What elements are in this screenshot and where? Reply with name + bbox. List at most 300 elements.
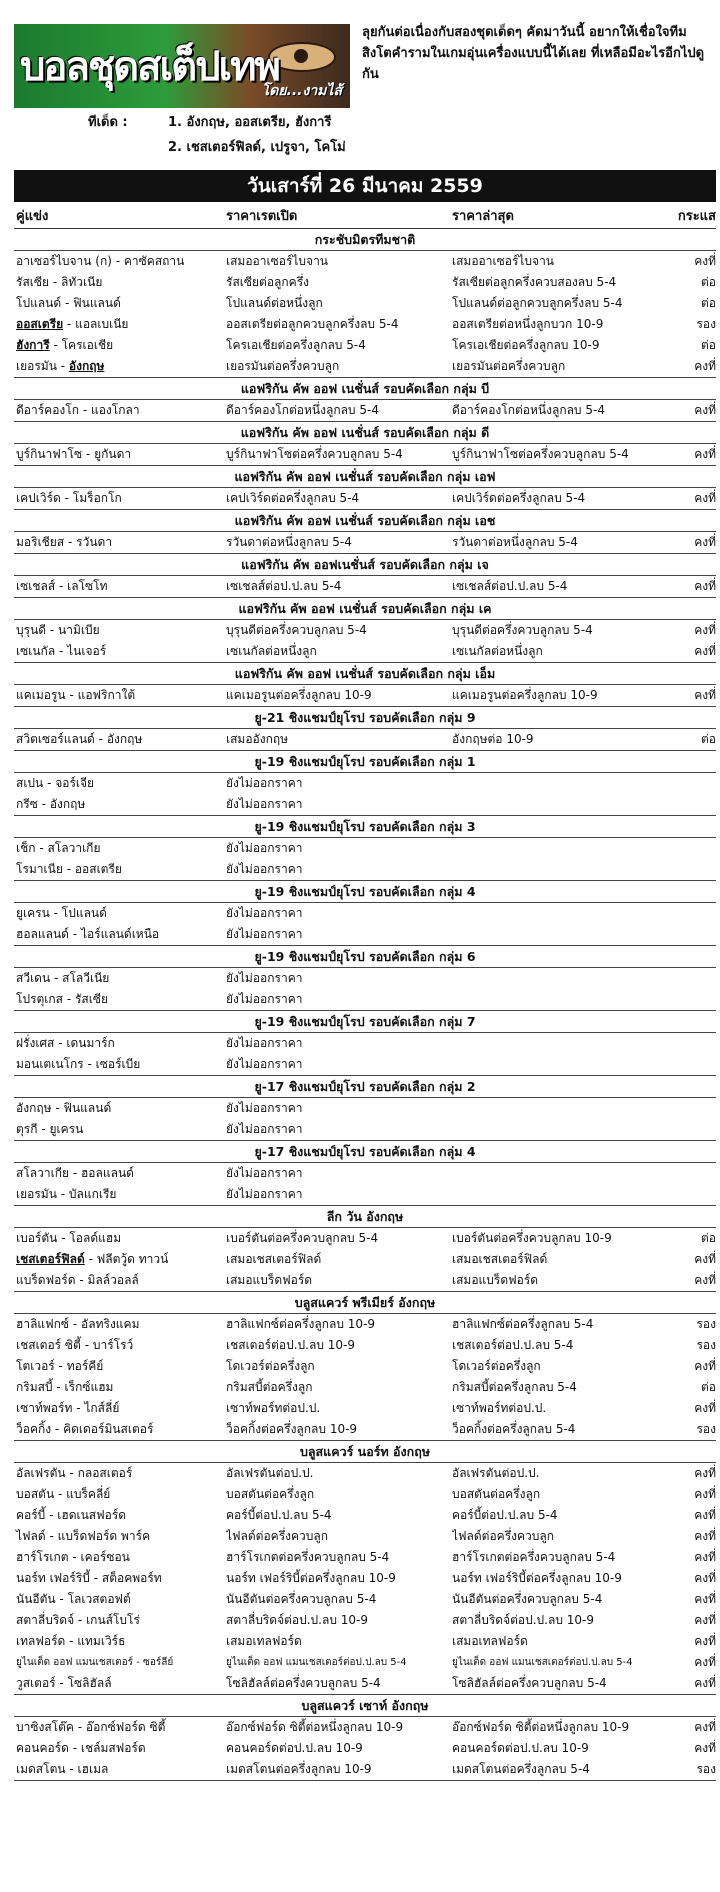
matchup-cell bbox=[14, 1033, 226, 1054]
trend: คงที่ bbox=[694, 447, 716, 461]
away-team: อังกฤษ bbox=[49, 797, 86, 811]
latest-odds: คอนคอร์ดต่อป.ป.ลบ 10-9 bbox=[452, 1741, 589, 1755]
latest-odds: เบอร์ตันต่อครึ่งควบลูกลบ 10-9 bbox=[452, 1231, 612, 1245]
table-row bbox=[14, 641, 716, 663]
section-title: แอฟริกัน คัพ ออฟ เนชั่นส์ รอบคัดเลือก กลุ่ม บี bbox=[14, 378, 716, 400]
away-team: จอร์เจีย bbox=[55, 776, 95, 790]
matchup-cell bbox=[14, 1228, 226, 1249]
opening-odds: ยังไม่ออกราคา bbox=[226, 1166, 303, 1180]
team-separator: - bbox=[69, 1166, 81, 1180]
home-team: คอนคอร์ด bbox=[16, 1741, 69, 1755]
trend: คงที่ bbox=[694, 1401, 716, 1415]
latest-odds: ฮาลิแฟกซ์ต่อครึ่งลูกลบ 5-4 bbox=[452, 1317, 594, 1331]
opening-odds: อัลเฟรตันต่อป.ป. bbox=[226, 1466, 314, 1480]
away-team: คิดเดอร์มินสเตอร์ bbox=[63, 1422, 154, 1436]
away-team: ยูกันดา bbox=[94, 447, 132, 461]
opening-odds: โดเวอร์ต่อครึ่งลูก bbox=[226, 1359, 315, 1373]
team-separator: - bbox=[68, 927, 81, 941]
home-team: โตเวอร์ bbox=[16, 1359, 55, 1373]
latest-odds: คอร์บี้ต่อป.ป.ลบ 5-4 bbox=[452, 1508, 558, 1522]
opening-odds: โซลิฮัลล์ต่อครึ่งควบลูกลบ 5-4 bbox=[226, 1676, 381, 1690]
table-row bbox=[14, 532, 716, 554]
trend: คงที่ bbox=[694, 1613, 716, 1627]
table-row bbox=[14, 1652, 716, 1673]
home-team: เซาท์พอร์ท bbox=[16, 1401, 73, 1415]
trend bbox=[668, 838, 716, 859]
opening-odds: เชสเตอร์ต่อป.ป.ลบ 10-9 bbox=[226, 1338, 355, 1352]
latest-odds: แคเมอรูนต่อครึ่งลูกลบ 10-9 bbox=[452, 688, 598, 702]
home-team: บาซิงสโต๊ค bbox=[16, 1720, 74, 1734]
table-row bbox=[14, 1377, 716, 1398]
latest-odds: เสมอเทลฟอร์ด bbox=[452, 1634, 528, 1648]
team-separator: - bbox=[68, 1550, 81, 1564]
section-title: ยู-19 ชิงแชมป์ยุโรป รอบคัดเลือก กลุ่ม 1 bbox=[14, 751, 716, 773]
home-team: อัลเฟรตัน bbox=[16, 1466, 66, 1480]
matchup-cell bbox=[14, 1673, 226, 1694]
opening-odds: โครเอเชียต่อครึ่งลูกลบ 5-4 bbox=[226, 338, 366, 352]
away-team: เชล์มสฟอร์ด bbox=[80, 1741, 146, 1755]
section-title: แอฟริกัน คัพ ออฟ เนชั่นส์ รอบคัดเลือก กลุ่ม เอช bbox=[14, 510, 716, 532]
matchup-cell bbox=[14, 1098, 226, 1119]
table-row bbox=[14, 1098, 716, 1119]
team-separator: - bbox=[65, 688, 78, 702]
trend bbox=[668, 794, 716, 815]
table-row bbox=[14, 1314, 716, 1335]
away-team: ฟินแลนด์ bbox=[73, 296, 121, 310]
opening-odds: เสมอแบร็ดฟอร์ด bbox=[226, 1273, 313, 1287]
team-separator: - bbox=[80, 1338, 93, 1352]
opening-odds: แคเมอรูนต่อครึ่งลูกลบ 10-9 bbox=[226, 688, 372, 702]
home-team: อาเซอร์ไบจาน (ก) bbox=[16, 254, 112, 268]
home-team: ฝรั่งเศส bbox=[16, 1036, 55, 1050]
table-row bbox=[14, 1335, 716, 1356]
home-team: ตุรกี bbox=[16, 1122, 38, 1136]
latest-odds: รวันดาต่อหนึ่งลูกลบ 5-4 bbox=[452, 535, 578, 549]
opening-odds: ยังไม่ออกราคา bbox=[226, 971, 303, 985]
table-row bbox=[14, 1163, 716, 1184]
latest-odds bbox=[452, 1184, 668, 1205]
team-separator: - bbox=[35, 841, 48, 855]
matchup-cell bbox=[14, 1270, 226, 1291]
section-title: ยู-19 ชิงแชมป์ยุโรป รอบคัดเลือก กลุ่ม 7 bbox=[14, 1011, 716, 1033]
team-separator: - bbox=[63, 317, 76, 331]
latest-odds: เสมอแบร็ดฟอร์ด bbox=[452, 1273, 539, 1287]
table-row bbox=[14, 794, 716, 816]
opening-odds: ฮาลิแฟกซ์ต่อครึ่งลูกลบ 10-9 bbox=[226, 1317, 376, 1331]
away-team: สโลวาเกีย bbox=[47, 841, 101, 855]
section-title: บลูสแควร์ นอร์ท อังกฤษ bbox=[14, 1441, 716, 1463]
team-separator: - bbox=[49, 275, 62, 289]
trend: รอง bbox=[696, 317, 716, 331]
section-title: ยู-17 ชิงแชมป์ยุโรป รอบคัดเลือก กลุ่ม 4 bbox=[14, 1141, 716, 1163]
column-logo bbox=[14, 24, 350, 108]
trend bbox=[668, 903, 716, 924]
matchup-cell bbox=[14, 1419, 226, 1440]
team-separator: - bbox=[57, 1231, 70, 1245]
opening-odds: รวันดาต่อหนึ่งลูกลบ 5-4 bbox=[226, 535, 352, 549]
away-team: แบร็ดฟอร์ด พาร์ค bbox=[57, 1529, 151, 1543]
trend: รอง bbox=[696, 1762, 716, 1776]
away-team: แองโกลา bbox=[90, 403, 140, 417]
away-team: ไกส์ลี่ย์ bbox=[84, 1401, 120, 1415]
home-team: บูร์กินาฟาโซ bbox=[16, 447, 83, 461]
matchup-cell bbox=[14, 1568, 226, 1589]
team-separator: - bbox=[83, 1057, 96, 1071]
latest-odds: ยูไนเต็ด ออฟ แมนเชสเตอร์ต่อป.ป.ลบ 5-4 bbox=[452, 1657, 633, 1668]
opening-odds: เบอร์ตันต่อครึ่งควบลูกลบ 5-4 bbox=[226, 1231, 379, 1245]
home-team: เคปเวิร์ด bbox=[16, 491, 61, 505]
header bbox=[0, 0, 720, 170]
section-title: แอฟริกัน คัพ ออฟเนชั่นส์ รอบคัดเลือก กลุ่ม เจ bbox=[14, 554, 716, 576]
matchup-cell bbox=[14, 1610, 226, 1631]
home-team: สวีเดน bbox=[16, 971, 51, 985]
team-separator: - bbox=[75, 1273, 88, 1287]
away-team: โครเอเชีย bbox=[61, 338, 114, 352]
latest-odds: นอร์ท เฟอร์ริบี้ต่อครึ่งลูกลบ 10-9 bbox=[452, 1571, 622, 1585]
matchup-cell bbox=[14, 1759, 226, 1780]
away-team: แบร็คลี่ย์ bbox=[66, 1487, 111, 1501]
trend: ต่อ bbox=[701, 296, 716, 310]
opening-odds: บูร์กินาฟาโซต่อครึ่งควบลูกลบ 5-4 bbox=[226, 447, 403, 461]
table-row bbox=[14, 251, 716, 272]
trend: รอง bbox=[696, 1422, 716, 1436]
table-row bbox=[14, 1184, 716, 1206]
trend bbox=[668, 924, 716, 945]
team-separator: - bbox=[65, 1634, 78, 1648]
matchup-cell bbox=[14, 1163, 226, 1184]
header-trend: กระแส bbox=[677, 209, 716, 224]
section-title: ยู-17 ชิงแชมป์ยุโรป รอบคัดเลือก กลุ่ม 2 bbox=[14, 1076, 716, 1098]
team-separator: - bbox=[49, 906, 62, 920]
away-team: อัลทริงแคม bbox=[81, 1317, 140, 1331]
matchup-cell bbox=[14, 1335, 226, 1356]
latest-odds: เซาท์พอร์ทต่อป.ป. bbox=[452, 1401, 547, 1415]
matchup-cell bbox=[14, 400, 226, 421]
trend bbox=[668, 968, 716, 989]
away-team: รัสเซีย bbox=[74, 992, 109, 1006]
matchup-cell bbox=[14, 1589, 226, 1610]
home-team: ฮาลิแฟกซ์ bbox=[16, 1317, 70, 1331]
table-row bbox=[14, 1356, 716, 1377]
table-row bbox=[14, 1759, 716, 1781]
table-row bbox=[14, 685, 716, 707]
team-separator: - bbox=[72, 1401, 85, 1415]
team-separator: - bbox=[54, 1036, 67, 1050]
home-team: สเปน bbox=[16, 776, 44, 790]
latest-odds bbox=[452, 859, 668, 880]
team-separator: - bbox=[50, 971, 63, 985]
matchup-cell bbox=[14, 968, 226, 989]
date-banner: วันเสาร์ที่ 26 มีนาคม 2559 bbox=[14, 170, 716, 202]
latest-odds: ไฟลด์ต่อครึ่งควบลูก bbox=[452, 1529, 555, 1543]
table-row bbox=[14, 1589, 716, 1610]
trend: คงที่ bbox=[694, 1529, 716, 1543]
table-row bbox=[14, 335, 716, 356]
opening-odds: อ๊อกซ์ฟอร์ด ซิตี้ต่อหนึ่งลูกลบ 10-9 bbox=[226, 1720, 404, 1734]
latest-odds: เสมออาเซอร์ไบจาน bbox=[452, 254, 555, 268]
matchup-cell bbox=[14, 773, 226, 794]
opening-odds: คอร์บี้ต่อป.ป.ลบ 5-4 bbox=[226, 1508, 332, 1522]
table-row bbox=[14, 1463, 716, 1484]
team-separator: - bbox=[49, 338, 62, 352]
table-row bbox=[14, 1419, 716, 1441]
opening-odds: ฮาร์โรเกตต่อครึ่งควบลูกลบ 5-4 bbox=[226, 1550, 390, 1564]
team-separator: - bbox=[45, 1508, 58, 1522]
away-team: สโลวีเนีย bbox=[62, 971, 110, 985]
team-separator: - bbox=[133, 1657, 144, 1668]
section-title: บลูสแควร์ พรีเมียร์ อังกฤษ bbox=[14, 1292, 716, 1314]
trend: คงที่ bbox=[694, 1592, 716, 1606]
latest-odds: สตาลี่บริดจ์ต่อป.ป.ลบ 10-9 bbox=[452, 1613, 594, 1627]
trend: คงที่ bbox=[694, 1359, 716, 1373]
opening-odds: ยังไม่ออกราคา bbox=[226, 927, 303, 941]
matchup-cell bbox=[14, 1652, 226, 1673]
latest-odds bbox=[452, 989, 668, 1010]
table-row bbox=[14, 859, 716, 881]
latest-odds bbox=[452, 1119, 668, 1140]
home-team: อังกฤษ bbox=[16, 1101, 52, 1115]
away-team: ไอร์แลนด์เหนือ bbox=[80, 927, 160, 941]
latest-odds bbox=[452, 1163, 668, 1184]
away-team: เคอร์ซอน bbox=[80, 1550, 130, 1564]
matchup-cell bbox=[14, 532, 226, 553]
trend: คงที่ bbox=[694, 491, 716, 505]
trend: คงที่ bbox=[694, 1487, 716, 1501]
latest-odds: เคปเวิร์ดต่อครึ่งลูกลบ 5-4 bbox=[452, 491, 586, 505]
intro-text: ลุยกันต่อเนื่องกับสองชุดเด็ดๆ คัดมาวันนี้ อยากให้เชื่อใจทีมสิงโตคำรามในเกมอุ่นเครื่องแบบนี้ได้เลย ที่เหลือมีอะไรอีกไปดูกัน bbox=[362, 25, 705, 82]
matchup-cell bbox=[14, 1484, 226, 1505]
team-separator: - bbox=[60, 491, 73, 505]
home-team: เยอรมัน bbox=[16, 359, 57, 373]
home-team: เซเชลส์ bbox=[16, 579, 56, 593]
table-row bbox=[14, 924, 716, 946]
home-team: มอนเตเนโกร bbox=[16, 1057, 84, 1071]
trend: คงที่ bbox=[694, 1550, 716, 1564]
team-separator: - bbox=[84, 1252, 97, 1266]
table-row bbox=[14, 1398, 716, 1419]
opening-odds: ยังไม่ออกราคา bbox=[226, 797, 303, 811]
team-separator: - bbox=[111, 254, 124, 268]
away-team: ไนเจอร์ bbox=[67, 644, 107, 658]
opening-odds: ยังไม่ออกราคา bbox=[226, 776, 303, 790]
section-title: แอฟริกัน คัพ ออฟ เนชั่นส์ รอบคัดเลือก กลุ่ม เอ็ม bbox=[14, 663, 716, 685]
tip-set-1: 1. อังกฤษ, ออสเตรีย, ฮังการี bbox=[168, 115, 332, 130]
opening-odds: เสมออาเซอร์ไบจาน bbox=[226, 254, 329, 268]
table-row bbox=[14, 1119, 716, 1141]
latest-odds: อัลเฟรตันต่อป.ป. bbox=[452, 1466, 540, 1480]
home-team: รัสเซีย bbox=[16, 275, 50, 289]
table-row bbox=[14, 444, 716, 466]
latest-odds: บอสตันต่อครึ่งลูก bbox=[452, 1487, 541, 1501]
trend bbox=[668, 1184, 716, 1205]
table-row bbox=[14, 356, 716, 378]
matchup-cell bbox=[14, 1184, 226, 1205]
opening-odds: เซาท์พอร์ทต่อป.ป. bbox=[226, 1401, 321, 1415]
table-row bbox=[14, 1673, 716, 1695]
matchup-cell bbox=[14, 356, 226, 377]
home-team: เชสเตอร์ฟิลด์ bbox=[16, 1252, 85, 1266]
home-team: ออสเตรีย bbox=[16, 317, 64, 331]
matchup-cell bbox=[14, 1738, 226, 1759]
opening-odds: บอสตันต่อครึ่งลูก bbox=[226, 1487, 315, 1501]
away-team: แอลเบเนีย bbox=[75, 317, 129, 331]
table-row bbox=[14, 968, 716, 989]
home-team: สโลวาเกีย bbox=[16, 1166, 69, 1180]
latest-odds bbox=[452, 794, 668, 815]
opening-odds: ยังไม่ออกราคา bbox=[226, 1057, 303, 1071]
team-separator: - bbox=[63, 992, 75, 1006]
latest-odds bbox=[452, 1033, 668, 1054]
table-row bbox=[14, 1631, 716, 1652]
opening-odds: เสมอเทลฟอร์ด bbox=[226, 1634, 302, 1648]
team-separator: - bbox=[55, 1592, 68, 1606]
matchup-cell bbox=[14, 1505, 226, 1526]
table-row bbox=[14, 838, 716, 859]
trend: คงที่ bbox=[694, 1273, 716, 1287]
latest-odds: บุรุนดีต่อครึ่งควบลูกลบ 5-4 bbox=[452, 623, 593, 637]
matchup-cell bbox=[14, 1377, 226, 1398]
team-separator: - bbox=[37, 1122, 50, 1136]
opening-odds: ยังไม่ออกราคา bbox=[226, 1187, 303, 1201]
header-opening-odds: ราคาเรตเปิด bbox=[226, 209, 298, 224]
table-row bbox=[14, 576, 716, 598]
trend: รอง bbox=[696, 1317, 716, 1331]
trend: คงที่ bbox=[694, 1252, 716, 1266]
away-team: เซอร์เบีย bbox=[95, 1057, 141, 1071]
home-team: เมดสโตน bbox=[16, 1762, 66, 1776]
matchup-cell bbox=[14, 576, 226, 597]
matchup-cell bbox=[14, 1526, 226, 1547]
trend: คงที่ bbox=[694, 1655, 716, 1669]
section-title: ยู-19 ชิงแชมป์ยุโรป รอบคัดเลือก กลุ่ม 3 bbox=[14, 816, 716, 838]
opening-odds: ยังไม่ออกราคา bbox=[226, 1122, 303, 1136]
latest-odds bbox=[452, 773, 668, 794]
latest-odds: เซเชลส์ต่อป.ป.ลบ 5-4 bbox=[452, 579, 568, 593]
team-separator: - bbox=[43, 776, 56, 790]
latest-odds: อังกฤษต่อ 10-9 bbox=[452, 732, 534, 746]
team-separator: - bbox=[79, 403, 91, 417]
latest-odds: เซเนกัลต่อหนึ่งลูก bbox=[452, 644, 543, 658]
table-row bbox=[14, 1610, 716, 1631]
away-team: บัลแกเรีย bbox=[68, 1187, 117, 1201]
away-team: สต็อคพอร์ท bbox=[101, 1571, 162, 1585]
home-team: นันอีตัน bbox=[16, 1592, 56, 1606]
table-row bbox=[14, 293, 716, 314]
home-team: โรมาเนีย bbox=[16, 862, 63, 876]
team-separator: - bbox=[56, 1187, 69, 1201]
trend: คงที่ bbox=[694, 403, 716, 417]
section-title: แอฟริกัน คัพ ออฟ เนชั่นส์ รอบคัดเลือก กลุ่ม เอฟ bbox=[14, 466, 716, 488]
team-separator: - bbox=[69, 1317, 82, 1331]
trend bbox=[668, 1054, 716, 1075]
home-team: กริมสบี้ bbox=[16, 1380, 53, 1394]
latest-odds: โซลิฮัลล์ต่อครึ่งควบลูกลบ 5-4 bbox=[452, 1676, 607, 1690]
trend bbox=[668, 1119, 716, 1140]
tip-set-2: 2. เชสเตอร์ฟิลด์, เปรูจา, โคโม่ bbox=[168, 140, 346, 155]
home-team: ฮาร์โรเกต bbox=[16, 1550, 69, 1564]
odds-table bbox=[14, 206, 716, 1781]
away-team: ลิทัวเนีย bbox=[61, 275, 103, 289]
opening-odds: กริมสบี้ต่อครึ่งลูก bbox=[226, 1380, 313, 1394]
team-separator: - bbox=[52, 1380, 65, 1394]
away-team: เฮเมล bbox=[77, 1762, 109, 1776]
matchup-cell bbox=[14, 1054, 226, 1075]
home-team: วูสเตอร์ bbox=[16, 1676, 56, 1690]
away-team: เร็กซ์แฮม bbox=[64, 1380, 114, 1394]
matchup-cell bbox=[14, 729, 226, 750]
table-row bbox=[14, 1738, 716, 1759]
home-team: ว็อคกิ้ง bbox=[16, 1422, 52, 1436]
home-team: บุรุนดี bbox=[16, 623, 47, 637]
matchup-cell bbox=[14, 924, 226, 945]
trend bbox=[668, 773, 716, 794]
team-separator: - bbox=[54, 1359, 67, 1373]
table-row bbox=[14, 729, 716, 751]
team-separator: - bbox=[61, 296, 74, 310]
opening-odds: เสมออังกฤษ bbox=[226, 732, 289, 746]
opening-odds: เสมอเชสเตอร์ฟิลด์ bbox=[226, 1252, 322, 1266]
latest-odds: โครเอเชียต่อครึ่งลูกลบ 10-9 bbox=[452, 338, 600, 352]
home-team: เชสเตอร์ ซิตี้ bbox=[16, 1338, 81, 1352]
team-separator: - bbox=[89, 1571, 102, 1585]
opening-odds: ยังไม่ออกราคา bbox=[226, 862, 303, 876]
away-team: รวันดา bbox=[76, 535, 113, 549]
matchup-cell bbox=[14, 1314, 226, 1335]
opening-odds: นอร์ท เฟอร์ริบี้ต่อครึ่งลูกลบ 10-9 bbox=[226, 1571, 396, 1585]
table-row bbox=[14, 1484, 716, 1505]
latest-odds: เยอรมันต่อครึ่งควบลูก bbox=[452, 359, 566, 373]
team-separator: - bbox=[68, 1741, 81, 1755]
table-row bbox=[14, 1505, 716, 1526]
matchup-cell bbox=[14, 293, 226, 314]
latest-odds: ว็อคกิ้งต่อครึ่งลูกลบ 5-4 bbox=[452, 1422, 576, 1436]
matchup-cell bbox=[14, 794, 226, 815]
home-team: ยูไนเต็ด ออฟ แมนเชสเตอร์ bbox=[16, 1657, 134, 1668]
table-row bbox=[14, 1054, 716, 1076]
home-team: แบร็ดฟอร์ด bbox=[16, 1273, 76, 1287]
section-title: บลูสแควร์ เซาท์ อังกฤษ bbox=[14, 1695, 716, 1717]
latest-odds bbox=[452, 968, 668, 989]
opening-odds: ไฟลด์ต่อครึ่งควบลูก bbox=[226, 1529, 329, 1543]
opening-odds: ดีอาร์คองโกต่อหนึ่งลูกลบ 5-4 bbox=[226, 403, 379, 417]
opening-odds: เซเชลส์ต่อป.ป.ลบ 5-4 bbox=[226, 579, 342, 593]
opening-odds: ยังไม่ออกราคา bbox=[226, 1036, 303, 1050]
matchup-cell bbox=[14, 859, 226, 880]
team-separator: - bbox=[64, 535, 77, 549]
away-team: แทมเวิร์ธ bbox=[77, 1634, 126, 1648]
team-separator: - bbox=[51, 1101, 64, 1115]
header-latest-odds: ราคาล่าสุด bbox=[452, 209, 514, 224]
home-team: สวิตเซอร์แลนด์ bbox=[16, 732, 95, 746]
latest-odds: เมดสโตนต่อครึ่งลูกลบ 5-4 bbox=[452, 1762, 590, 1776]
matchup-cell bbox=[14, 272, 226, 293]
trend: คงที่ bbox=[694, 579, 716, 593]
team-separator: - bbox=[56, 359, 69, 373]
section-title: แอฟริกัน คัพ ออฟ เนชั่นส์ รอบคัดเลือก กลุ่ม ดี bbox=[14, 422, 716, 444]
table-row bbox=[14, 1568, 716, 1589]
section-title: แอฟริกัน คัพ ออฟ เนชั่นส์ รอบคัดเลือก กลุ่ม เค bbox=[14, 598, 716, 620]
away-team: เกนส์โบโร่ bbox=[86, 1613, 140, 1627]
home-team: เทลฟอร์ด bbox=[16, 1634, 66, 1648]
away-team: กลอสเตอร์ bbox=[77, 1466, 133, 1480]
away-team: ยูเครน bbox=[49, 1122, 84, 1136]
home-team: เช็ก bbox=[16, 841, 36, 855]
trend: คงที่ bbox=[694, 1466, 716, 1480]
latest-odds: บูร์กินาฟาโซต่อครึ่งควบลูกลบ 5-4 bbox=[452, 447, 629, 461]
matchup-cell bbox=[14, 620, 226, 641]
latest-odds: เสมอเชสเตอร์ฟิลด์ bbox=[452, 1252, 548, 1266]
trend bbox=[668, 1033, 716, 1054]
